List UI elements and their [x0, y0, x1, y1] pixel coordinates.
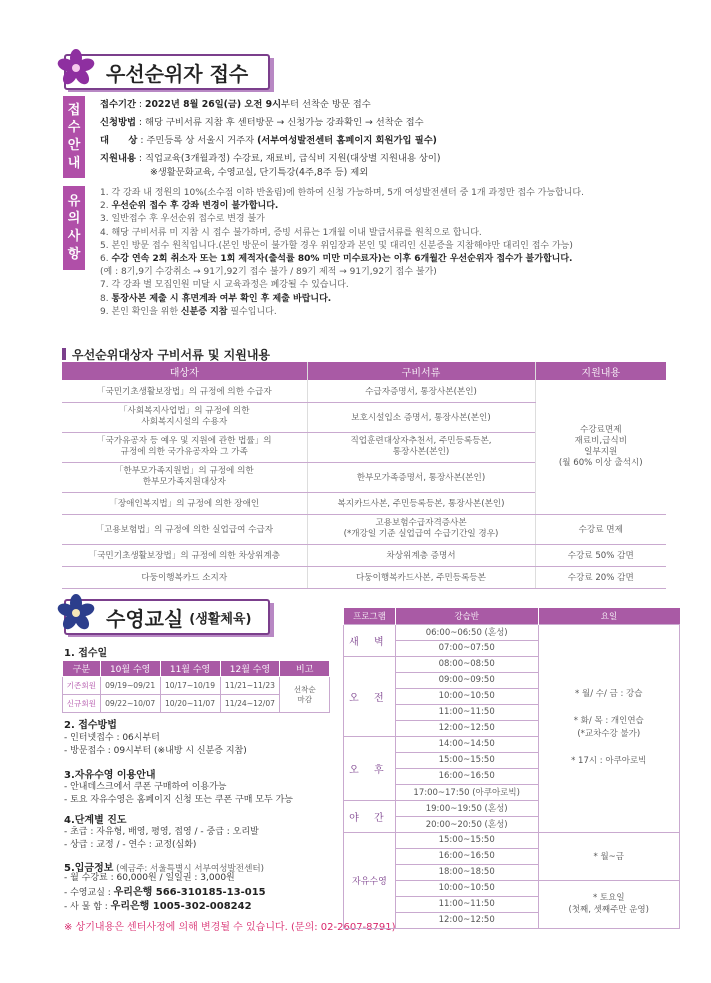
table-row: 오 후 14:00~14:50: [344, 736, 680, 752]
table-row: 야 간 19:00~19:50 (혼성): [344, 800, 680, 816]
table-row: 20:00~20:50 (혼성): [344, 816, 680, 832]
table-row: 10:00~10:50 * 토요일 (첫째, 셋째주만 운영): [344, 880, 680, 896]
swim-subtitle: (생활체육): [189, 611, 252, 627]
swim-h2: 2. 접수방법: [64, 720, 117, 731]
swim-h1: 1. 접수일: [64, 648, 108, 659]
day-main: * 월/ 수/ 금 : 강습 * 화/ 목 : 개인연습 (*교차수강 불가) * 17시 : 아쿠아로빅: [538, 624, 680, 832]
info-method: 신청방법 : 해당 구비서류 지참 후 센터방문 → 신청가능 강좌확인 → 선착순 접수: [100, 117, 424, 128]
swim-l3: - 안내데스크에서 쿠폰 구매하여 이용가능 - 토요 자유수영은 홈페이지 신청 또는 쿠폰 구매 모두 가능: [64, 782, 293, 805]
notice-9: 9. 본인 확인을 위한 신분증 지참 필수입니다.: [100, 306, 277, 317]
table-row: 「한부모가족지원법」의 규정에 의한 한부모가족지원대상자 한부모가족증명서, 통장사본(본인): [62, 462, 666, 492]
col-target: 대상자: [62, 362, 307, 380]
table-row: 09:00~09:50: [344, 672, 680, 688]
table-row: 「국민기초생활보장법」의 규정에 의한 차상위계층 차상위계층 증명서 수강료 50% 감면: [62, 544, 666, 566]
flower-icon: [56, 593, 96, 633]
table-row: 다둥이행복카드 소지자 다둥이행복카드사본, 주민등록등본 수강료 20% 감면: [62, 566, 666, 588]
table-row: 「장애인복지법」의 규정에 의한 장애인 복지카드사본, 주민등록등본, 통장사본(본인): [62, 492, 666, 514]
col-class: 강습반: [395, 608, 538, 624]
tab-apply-info: 접 수 안 내: [63, 96, 85, 178]
table-row: 기존회원 09/19~09/21 10/17~10/19 11/21~11/23 선착순 마감: [63, 677, 330, 695]
swim-h3: 3.자유수영 이용안내: [64, 770, 156, 781]
table-row: 새 벽 06:00~06:50 (혼성) * 월/ 수/ 금 : 강습 * 화/ 목 : 개인연습 (*교차수강 불가) * 17시 : 아쿠아로빅: [344, 624, 680, 640]
day-free2: * 토요일 (첫째, 셋째주만 운영): [538, 880, 680, 928]
table-row: 11:00~11:50: [344, 704, 680, 720]
col-docs: 구비서류: [307, 362, 535, 380]
footer-note: ※ 상기내용은 센터사정에 의해 변경될 수 있습니다. (문의: 02-2607-8791): [64, 922, 396, 933]
notice-8: 8. 통장사본 제출 시 휴면계좌 여부 확인 후 제출 바랍니다.: [100, 293, 332, 304]
swim-h5: 5.입금정보 (예금주: 서울특별시 서부여성발전센터): [64, 863, 265, 874]
notice-list: [100, 187, 584, 319]
day-free1: * 월~금: [538, 832, 680, 880]
table-row: 12:00~12:50: [344, 720, 680, 736]
table-row: 오 전 08:00~08:50: [344, 656, 680, 672]
reception-table: 구분 10월 수영 11월 수영 12월 수영 비고 기존회원 09/19~09/21 10/17~10/19 11/21~11/23 선착순 마감 신규회원 09/22~10/07 10/20~11/07 11/24~12/07: [62, 660, 330, 713]
table-row: 07:00~07:50: [344, 640, 680, 656]
schedule-table: [343, 608, 680, 929]
info-period: 접수기간 : 2022년 8월 26일(금) 오전 9시부터 선착순 방문 접수: [100, 99, 371, 110]
swim-h4: 4.단계별 진도: [64, 815, 127, 826]
docs-table: [62, 362, 666, 589]
table-row: 12:00~12:50: [344, 912, 680, 928]
table-row: 17:00~17:50 (아쿠아로빅): [344, 784, 680, 800]
apply-info: [100, 98, 441, 180]
notice-6: 6. 수강 연속 2회 취소자 또는 1회 제적자(출석률 80% 미만 미수료자)는 이후 6개월간 우선순위자 접수가 불가합니다.: [100, 254, 573, 265]
table-row: 11:00~11:50: [344, 896, 680, 912]
col-program: 프로그램: [344, 608, 396, 624]
table-row: 「국가유공자 등 예우 및 지원에 관한 법률」의 규정에 의한 국가유공자와 그 가족 직업훈련대상자추천서, 주민등록등본, 통장사본(본인): [62, 432, 666, 462]
merged-support: 수강료면제 재료비,급식비 일부지원 (월 60% 이상 출석시): [535, 380, 666, 514]
swim-title: 수영교실: [106, 606, 184, 631]
table-row: 16:00~16:50: [344, 848, 680, 864]
notice-7: 7. 각 강좌 별 모집인원 미달 시 교육과정은 폐강될 수 있습니다.: [100, 280, 349, 291]
table-row: 「사회복지사업법」의 규정에 의한 사회복지시설의 수용자 보호시설입소 증명서, 통장사본(본인): [62, 402, 666, 432]
swim-l4: - 초급 : 자유형, 배영, 평영, 접영 / - 중급 : 오리발 - 상급 : 교정 / - 연수 : 교정(심화): [64, 827, 259, 850]
info-target: 대 상 : 주민등록 상 서울시 거주자 (서부여성발전센터 홈페이지 회원가입 필수): [100, 135, 437, 146]
table-row: 18:00~18:50: [344, 864, 680, 880]
notice-6-example: (예 : 8기,9기 수강취소 → 91기,92기 접수 불가 / 89기 제적 → 91기,92기 접수 불가): [100, 267, 437, 278]
swim-l5: - 월 수강료 : 60,000원 / 일일권 : 3,000원 - 수영교실 : 우리은행 566-310185-13-015 - 사 물 함 : 우리은행 1005-302-008242: [64, 873, 266, 912]
notice-1: 1. 각 강좌 내 정원의 10%(소수점 이하 반올림)에 한하여 신청 가능하며, 5개 여성발전센터 중 1개 과정만 접수 가능합니다.: [100, 188, 584, 198]
mini-note: 선착순 마감: [280, 677, 330, 713]
table-row: 「고용보험법」의 규정에 의한 실업급여 수급자 고용보험수급자격증사본 (*개강일 기준 실업급여 수급기간일 경우) 수강료 면제: [62, 514, 666, 544]
flower-icon: [56, 48, 96, 88]
table-row: 「국민기초생활보장법」의 규정에 의한 수급자 수급자증명서, 통장사본(본인) 수강료면제 재료비,급식비 일부지원 (월 60% 이상 출석시): [62, 380, 666, 402]
col-day: 요일: [538, 608, 680, 624]
table-row: 10:00~10:50: [344, 688, 680, 704]
swim-l2: - 인터넷접수 : 06시부터 - 방문접수 : 09시부터 (※내방 시 신분증 지참): [64, 733, 247, 756]
tab-notice: 유 의 사 항: [63, 186, 85, 270]
notice-4: 4. 해당 구비서류 미 지참 시 접수 불가하며, 증빙 서류는 1개월 이내 발급서류를 원칙으로 합니다.: [100, 227, 482, 238]
table-row: 자유수영 15:00~15:50 * 월~금: [344, 832, 680, 848]
table-row: 15:00~15:50: [344, 752, 680, 768]
notice-5: 5. 본인 방문 접수 원칙입니다.(본인 방문이 불가할 경우 위임장과 본인 및 대리인 신분증을 지참해야만 대리인 접수 가능): [100, 240, 573, 251]
notice-2: 2. 우선순위 접수 후 강좌 변경이 불가합니다.: [100, 201, 279, 212]
table-row: 16:00~16:50: [344, 768, 680, 784]
docs-title: 우선순위대상자 구비서류 및 지원내용: [62, 346, 270, 363]
section1-title: 우선순위자 접수: [106, 61, 249, 86]
col-support: 지원내용: [535, 362, 666, 380]
info-support: 지원내용 : 직업교육(3개월과정) 수강료, 재료비, 급식비 지원(대상별 지원내용 상이): [100, 153, 441, 164]
info-exclude: ※생활문화교육, 수영교실, 단기특강(4주,8주 등) 제외: [150, 167, 369, 178]
notice-3: 3. 일반접수 후 우선순위 접수로 변경 불가: [100, 214, 265, 225]
table-row: 신규회원 09/22~10/07 10/20~11/07 11/24~12/07: [63, 695, 330, 713]
